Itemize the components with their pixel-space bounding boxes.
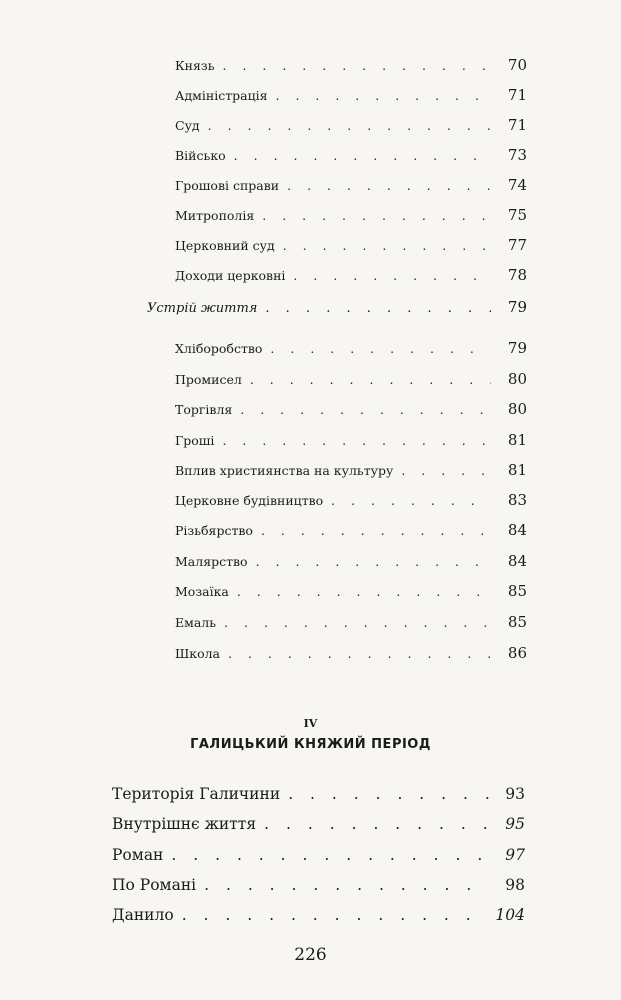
dot-leader [261,523,491,538]
toc-entry-label: Емаль [175,615,217,630]
toc-entry-page: 97 [505,846,525,864]
dot-leader [222,433,491,448]
toc-entry [175,339,527,357]
toc-entry-page: 74 [507,176,527,194]
toc-entry [175,400,527,418]
toc-entry [112,815,525,833]
toc-entry [175,552,527,570]
dot-leader [204,876,489,894]
toc-entry-label: Данило [112,906,174,924]
toc-entry-page: 95 [505,815,525,833]
toc-section-heading [147,298,527,316]
toc-entry-page: 80 [507,370,527,388]
toc-entry [175,370,527,388]
toc-entry [112,906,525,924]
toc-entry-label: Військо [175,148,226,163]
toc-entry-label: Внутрішнє життя [112,815,257,833]
dot-leader [262,208,491,223]
dot-leader [276,88,491,103]
toc-entry-page: 75 [507,206,527,224]
toc-entry [175,56,527,74]
toc-entry-label: Гроші [175,433,215,448]
toc-entry [175,644,527,662]
toc-entry-page: 71 [507,86,527,104]
section-page: 79 [507,298,527,316]
toc-entry-page: 104 [495,906,525,924]
toc-entry-label: Вплив християнства на культуру [175,463,394,478]
toc-entry-page: 83 [507,491,527,509]
dot-leader [182,906,489,924]
toc-entry-label: Різьбярство [175,523,253,538]
dot-leader [265,301,491,316]
dot-leader [288,785,489,803]
chapter-number: IV [303,717,318,730]
toc-entry-label: Суд [175,118,200,133]
dot-leader [287,178,491,193]
toc-entry-page: 71 [507,116,527,134]
dot-leader [250,372,491,387]
toc-entry-label: Хліборобство [175,341,263,356]
toc-entry [175,206,527,224]
toc-entry-page: 86 [507,644,527,662]
dot-leader [240,402,491,417]
toc-entry [112,876,525,894]
toc-entry [175,491,527,509]
dot-leader [270,341,491,356]
toc-entry-label: По Романі [112,876,197,894]
toc-entry-page: 85 [507,582,527,600]
toc-entry [112,846,525,864]
dot-leader [264,815,489,833]
toc-entry [175,582,527,600]
toc-entry-page: 85 [507,613,527,631]
toc-entry-page: 84 [507,521,527,539]
toc-entry-label: Мозаїка [175,584,229,599]
toc-entry [112,785,525,803]
toc-entry [175,266,527,284]
toc-entry-page: 80 [507,400,527,418]
toc-entry-label: Школа [175,646,220,661]
dot-leader [283,238,491,253]
toc-entry [175,613,527,631]
dot-leader [256,554,491,569]
dot-leader [293,268,491,283]
toc-entry-page: 73 [507,146,527,164]
toc-entry [175,236,527,254]
toc-entry-label: Територія Галичини [112,785,281,803]
toc-entry-label: Церковне будівництво [175,493,324,508]
toc-entry-label: Торгівля [175,402,233,417]
toc-entry [175,431,527,449]
toc-entry-label: Церковний суд [175,238,275,253]
toc-entry-label: Грошові справи [175,178,280,193]
toc-entry-page: 81 [507,461,527,479]
toc-entry-page: 77 [507,236,527,254]
section-label: Устрій життя [147,301,258,316]
toc-entry-label: Роман [112,846,164,864]
toc-entry-label: Промисел [175,372,242,387]
toc-entry-label: Митрополія [175,208,255,223]
dot-leader [237,584,491,599]
toc-entry [175,176,527,194]
dot-leader [228,646,491,661]
toc-entry-page: 84 [507,552,527,570]
toc-entry-page: 93 [505,785,525,803]
dot-leader [208,118,491,133]
toc-entry-page: 81 [507,431,527,449]
toc-entry-page: 79 [507,339,527,357]
dot-leader [171,846,489,864]
toc-entry [175,461,527,479]
toc-entry-page: 78 [507,266,527,284]
toc-entry [175,521,527,539]
dot-leader [331,493,491,508]
toc-entry [175,86,527,104]
page-number: 226 [294,945,327,965]
toc-entry-label: Малярство [175,554,248,569]
toc-entry-label: Адміністрація [175,88,268,103]
toc-entry-page: 70 [507,56,527,74]
dot-leader [224,615,491,630]
toc-entry [175,146,527,164]
dot-leader [223,58,491,73]
toc-entry [175,116,527,134]
toc-entry-label: Князь [175,58,215,73]
dot-leader [401,463,491,478]
dot-leader [234,148,491,163]
toc-entry-page: 98 [505,876,525,894]
toc-entry-label: Доходи церковні [175,268,286,283]
chapter-title: ГАЛИЦЬКИЙ КНЯЖИЙ ПЕРІОД [190,737,431,752]
